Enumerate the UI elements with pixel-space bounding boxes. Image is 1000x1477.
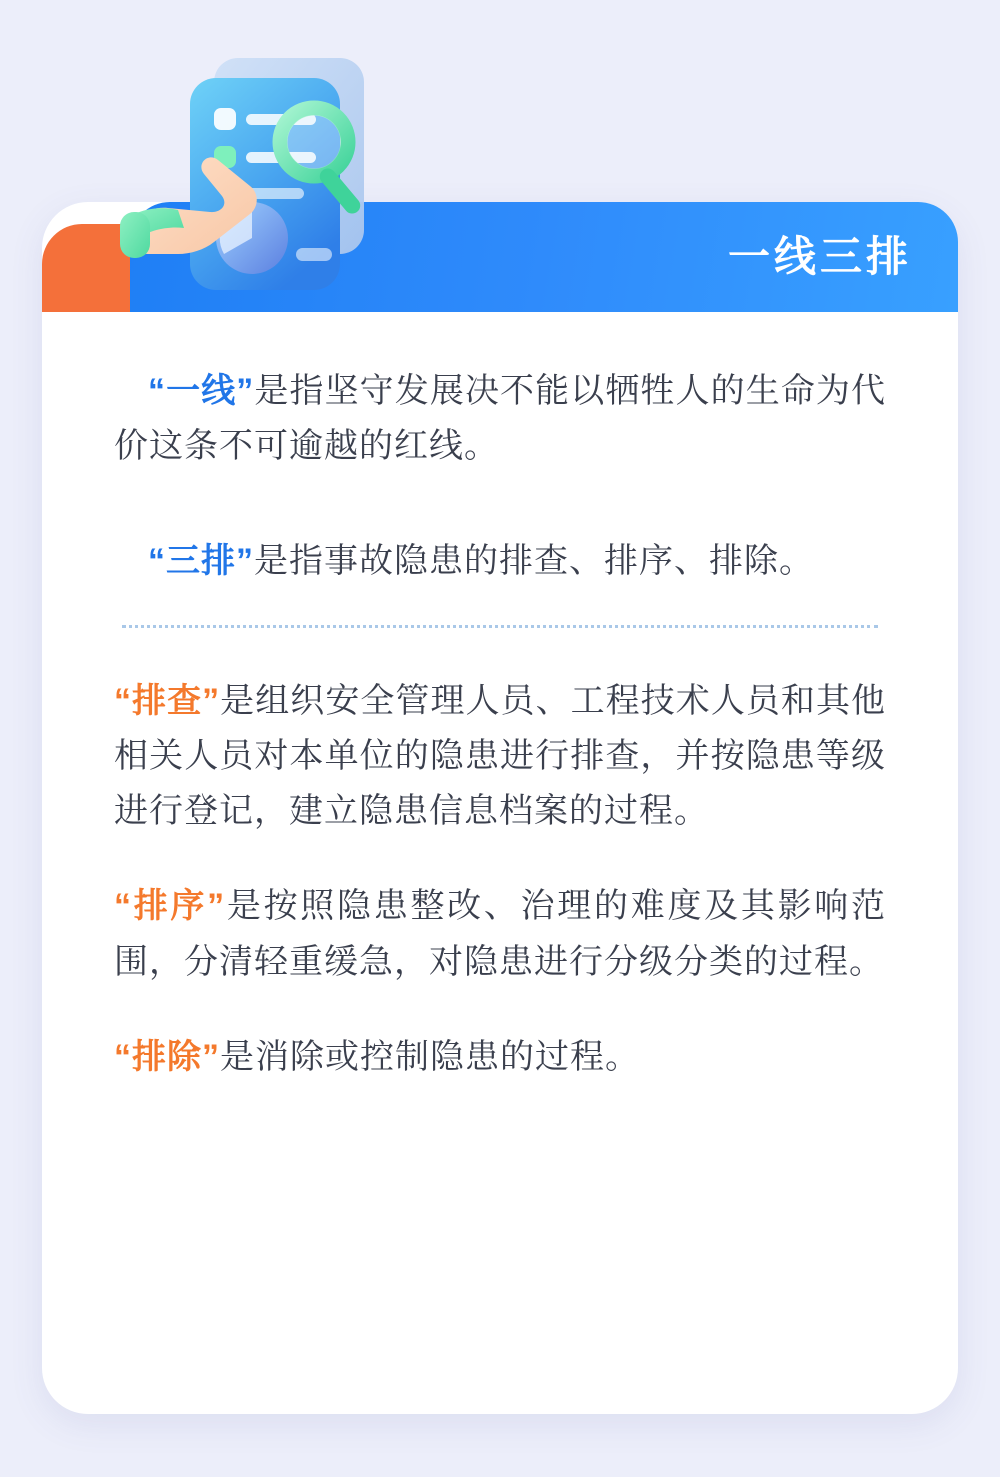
spacer <box>114 488 886 534</box>
keyword-paixu: “排序” <box>114 887 226 926</box>
paragraph-yixian <box>114 364 886 474</box>
section-two <box>114 674 886 1084</box>
paragraph-paixu <box>114 879 886 989</box>
keyword-sanpai: “三排” <box>148 542 254 581</box>
paragraph-paichu-text: 是消除或控制隐患的过程。 <box>220 1037 640 1076</box>
section-one <box>114 364 886 589</box>
keyword-paicha: “排查” <box>114 682 221 721</box>
paragraph-sanpai-text: 是指事故隐患的排查、排序、排除。 <box>254 542 814 581</box>
header-illustration <box>118 42 408 320</box>
keyword-yixian: “一线” <box>148 372 255 410</box>
content-card <box>42 202 958 1414</box>
dotted-divider <box>122 625 878 628</box>
paragraph-yixian-text: 是指坚守发展决不能以牺牲人的生命为代价这条不可逾越的红线。 <box>114 372 887 466</box>
paragraph-paixu-text: 是按照隐患整改、治理的难度及其影响范围，分清轻重缓急，对隐患进行分级分类的过程。 <box>114 887 887 981</box>
paragraph-paichu <box>114 1030 886 1085</box>
card-body <box>42 312 958 1119</box>
paragraph-sanpai <box>114 534 886 589</box>
paragraph-paicha <box>114 674 886 839</box>
keyword-paichu: “排除” <box>114 1037 220 1076</box>
page-title: 一线三排 <box>727 233 912 280</box>
spacer <box>114 1004 886 1030</box>
spacer <box>114 853 886 879</box>
paragraph-paicha-text: 是组织安全管理人员、工程技术人员和其他相关人员对本单位的隐患进行排查，并按隐患等级进行登记，建立隐患信息档案的过程。 <box>114 682 887 831</box>
